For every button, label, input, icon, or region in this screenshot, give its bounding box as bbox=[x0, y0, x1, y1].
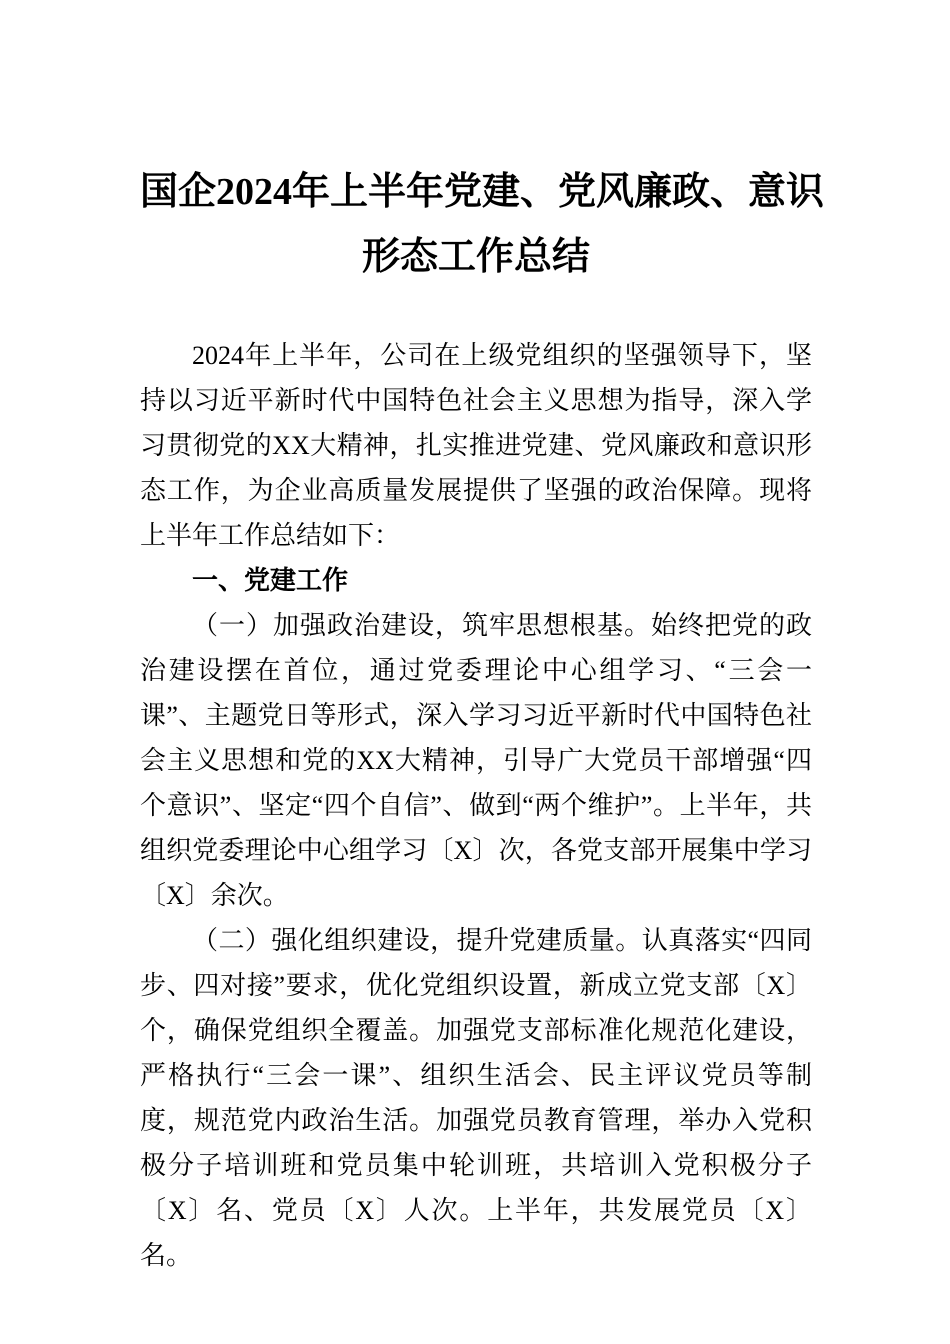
paragraph-political-construction: （一）加强政治建设，筑牢思想根基。始终把党的政治建设摆在首位，通过党委理论中心组学习、“三会一课”、主题党日等形式，深入学习习近平新时代中国特色社会主义思想和党的XX大精神，引导广大党员干部增强“四个意识”、坚定“四个自信”、做到“两个维护”。上半年，共组织党委理论中心组学习〔X〕次，各党支部开展集中学习〔X〕余次。 bbox=[140, 611, 812, 910]
document-title-line-2: 形态工作总结 bbox=[361, 236, 590, 278]
intro-paragraph: 2024年上半年，公司在上级党组织的坚强领导下，坚持以习近平新时代中国特色社会主义思想为指导，深入学习贯彻党的XX大精神，扎实推进党建、党风廉政和意识形态工作，为企业高质量发展提供了坚强的政治保障。现将上半年工作总结如下： bbox=[140, 341, 812, 550]
document-title-line-1: 国企2024年上半年党建、党风廉政、意识 bbox=[140, 171, 825, 213]
section-heading-party-building: 一、党建工作 bbox=[192, 565, 349, 595]
paragraph-organizational-construction: （二）强化组织建设，提升党建质量。认真落实“四同步、四对接”要求，优化党组织设置，新成立党支部〔X〕个，确保党组织全覆盖。加强党支部标准化规范化建设，严格执行“三会一课”、组织生活会、民主评议党员等制度，规范党内政治生活。加强党员教育管理，举办入党积极分子培训班和党员集中轮训班，共培训入党积极分子〔X〕名、党员〔X〕人次。上半年，共发展党员〔X〕名。 bbox=[140, 926, 812, 1270]
document-title bbox=[140, 160, 825, 290]
